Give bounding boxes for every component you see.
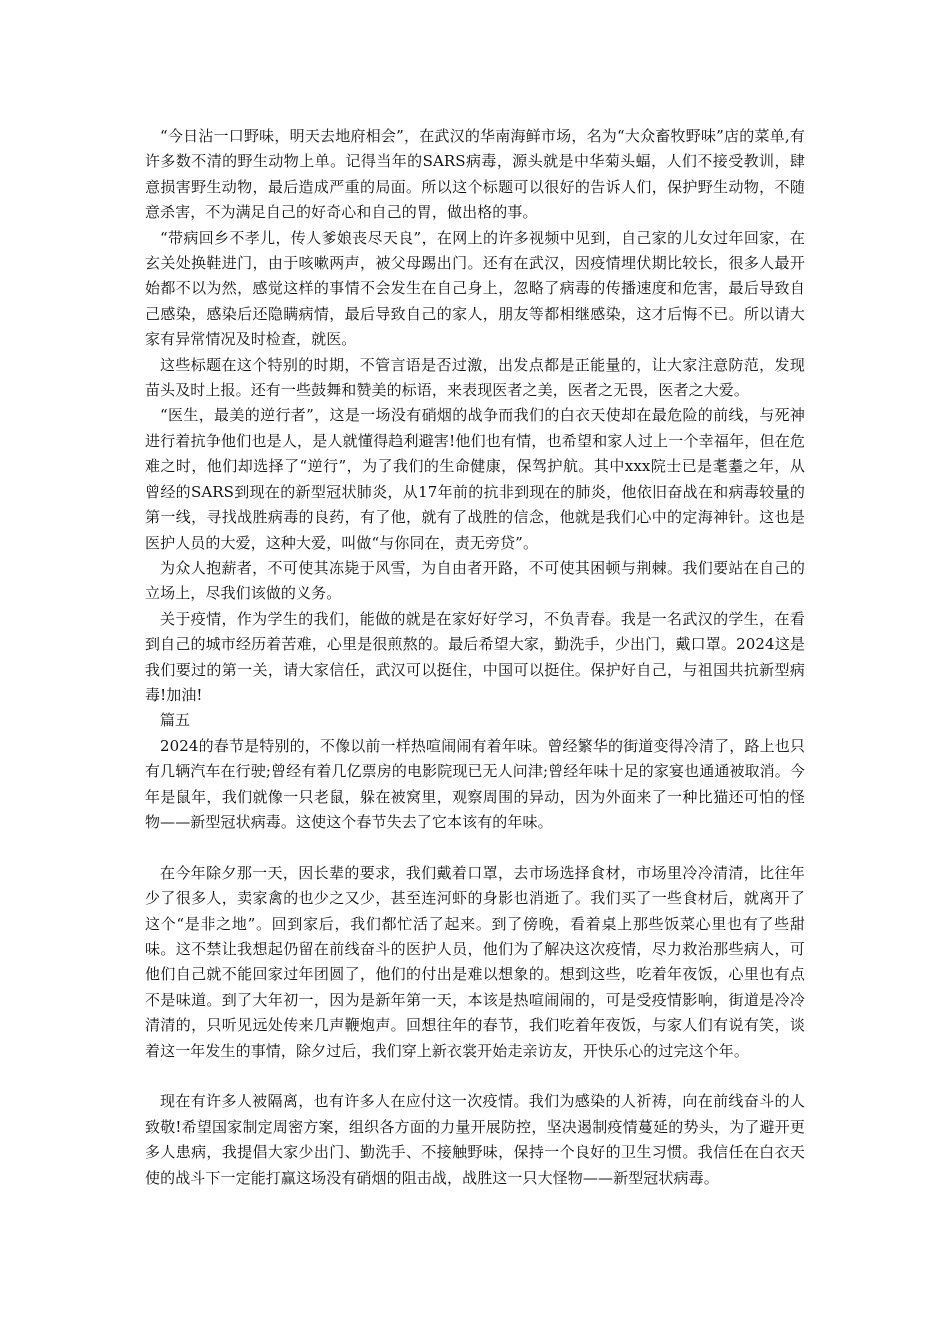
document-page — [145, 124, 805, 1191]
paragraph-firewood: 为众人抱薪者，不可使其冻毙于风雪，为自由者开路，不可使其困顿与荆棘。我们要站在自己的立场上，尽我们该做的义务。 — [145, 558, 805, 603]
paragraph-wild-animals: “今日沾一口野味，明天去地府相会”，在武汉的华南海鲜市场，名为“大众畜牧野味”店的菜单,有许多数不清的野生动物上单。记得当年的SARS病毒，源头就是中华菊头蝠，人们不接受教训，肆意损害野生动物，最后造成严重的局面。所以这个标题可以很好的告诉人们，保护野生动物，不随意杀害，不为满足自己的好奇心和自己的胃，做出格的事。 — [145, 127, 805, 222]
paragraph-student: 关于疫情，作为学生的我们，能做的就是在家好好学习，不负青春。我是一名武汉的学生，在看到自己的城市经历着苦难，心里是很煎熬的。最后希望大家，勤洗手，少出门，戴口罩。2024这是我们要过的第一关，请大家信任，武汉可以挺住，中国可以挺住。保护好自己，与祖国共抗新型病毒!加油! — [145, 609, 805, 704]
paragraph-spacer — [145, 1064, 805, 1089]
paragraph-isolation: 现在有许多人被隔离，也有许多人在应付这一次疫情。我们为感染的人祈祷，向在前线奋斗的人致敬!希望国家制定周密方案，组织各方面的力量开展防控，坚决遏制疫情蔓延的势头，为了避开更多人患病，我提倡大家少出门、勤洗手、不接触野味，保持一个良好的卫生习惯。我信任在白衣天使的战斗下一定能打赢这场没有硝烟的阻击战，战胜这一只大怪物——新型冠状病毒。 — [145, 1092, 805, 1187]
section-heading: 篇五 — [160, 711, 191, 730]
paragraph-return-home: “带病回乡不孝儿，传人爹娘丧尽天良”，在网上的许多视频中见到，自己家的儿女过年回家，在玄关处换鞋进门，由于咳嗽两声，被父母踢出门。还有在武汉，因疫情埋伏期比较长，很多人最开始都不以为然，感觉这样的事情不会发生在自己身上，忽略了病毒的传播速度和危害，最后导致自己感染，感染后还隐瞒病情，最后导致自己的家人，朋友等都相继感染，这才后悔不已。所以请大家有异常情况及时检查，就医。 — [145, 228, 805, 349]
paragraph-spring-festival: 2024的春节是特别的，不像以前一样热喧闹闹有着年味。曾经繁华的街道变得冷清了，路上也只有几辆汽车在行驶;曾经有着几亿票房的电影院现已无人问津;曾经年味十足的家宴也通通被取消。今年是鼠年，我们就像一只老鼠，躲在被窝里，观察周围的异动，因为外面来了一种比猫还可怕的怪物——新型冠状病毒。这使这个春节失去了它本该有的年味。 — [145, 736, 805, 831]
paragraph-new-year-eve: 在今年除夕那一天，因长辈的要求，我们戴着口罩，去市场选择食材，市场里冷冷清清，比往年少了很多人，卖家禽的也少之又少，甚至连河虾的身影也消逝了。我们买了一些食材后，就离开了这个“是非之地”。回到家后，我们都忙活了起来。到了傍晚，看着桌上那些饭菜心里也有了些甜味。这不禁让我想起仍留在前线奋斗的医护人员，他们为了解决这次疫情，尽力救治那些病人，可他们自己就不能回家过年团圆了，他们的付出是难以想象的。想到这些，吃着年夜饭，心里也有点不是味道。到了大年初一，因为是新年第一天，本该是热喧闹闹的，可是受疫情影响，街道是冷冷清清的，只听见远处传来几声鞭炮声。回想往年的春节，我们吃着年夜饭，与家人们有说有笑，谈着这一年发生的事情，除夕过后，我们穿上新衣裳开始走亲访友，开快乐心的过完这个年。 — [145, 863, 805, 1060]
paragraph-slogans: 这些标题在这个特别的时期，不管言语是否过激，出发点都是正能量的，让大家注意防范，发现苗头及时上报。还有一些鼓舞和赞美的标语，来表现医者之美，医者之无畏，医者之大爱。 — [145, 355, 805, 400]
paragraph-doctors: “医生，最美的逆行者”，这是一场没有硝烟的战争而我们的白衣天使却在最危险的前线，与死神进行着抗争他们也是人，是人就懂得趋利避害!他们也有情，也希望和家人过上一个幸福年，但在危难之时，他们却选择了“逆行”，为了我们的生命健康，保驾护航。其中xxx院士已是耄耋之年，从曾经的SARS到现在的新型冠状肺炎，从17年前的抗非到现在的肺炎，他依旧奋战在和病毒较量的第一线，寻找战胜病毒的良药，有了他，就有了战胜的信念，他就是我们心中的定海神针。这也是医护人员的大爱，这种大爱，叫做“与你同在，责无旁贷”。 — [145, 406, 805, 552]
paragraph-spacer — [145, 835, 805, 860]
